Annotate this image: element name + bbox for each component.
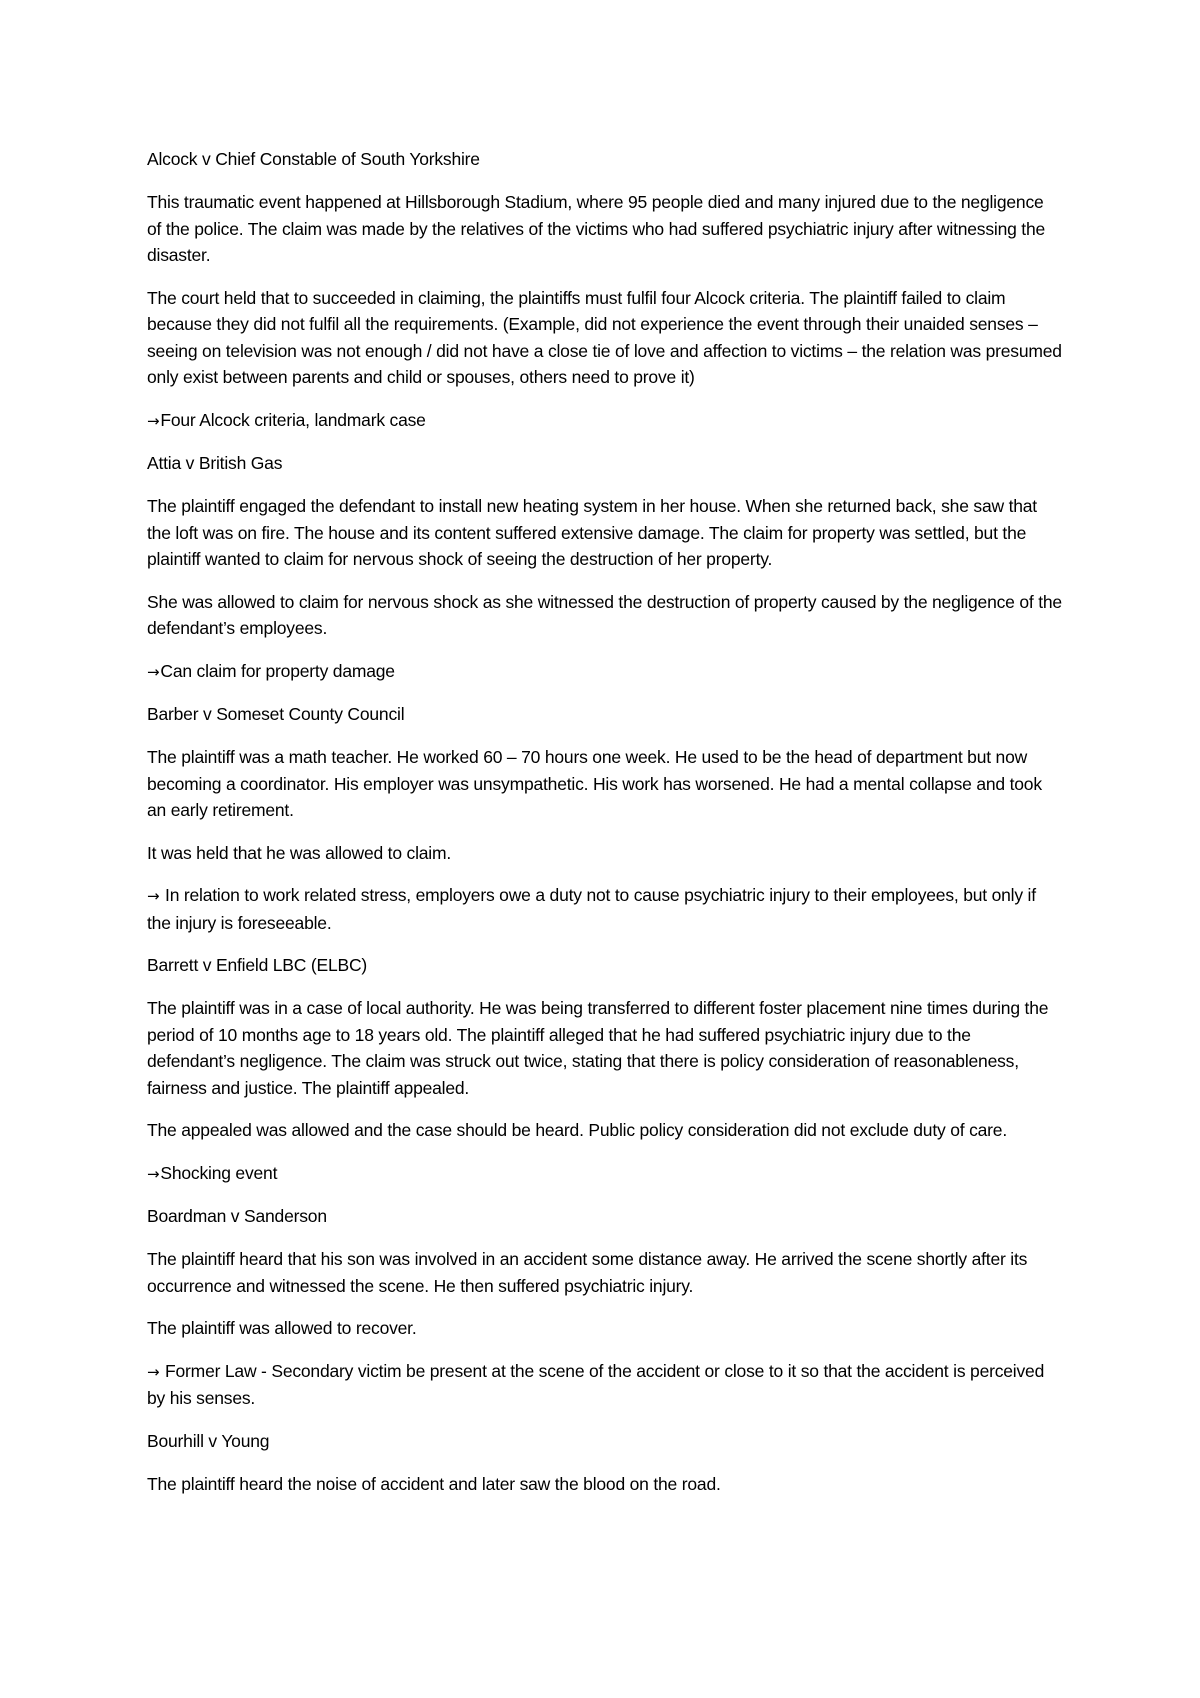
- case-note-text: Four Alcock criteria, landmark case: [160, 409, 426, 430]
- case-paragraph: The plaintiff heard the noise of accident and later saw the blood on the road.: [147, 1473, 721, 1494]
- case-paragraph: The court held that to succeeded in claiming, the plaintiffs must fulfil four Alcock criteria. The plaintiff failed to claim because they did not fulfil all the requirements. (Example, did not experience the event through their unaided senses – seeing on television was not enough / did not have a close tie of love and affection to victims – the relation was presumed only exist between parents and child or spouses, others need to prove it): [147, 287, 1062, 387]
- case-paragraph: She was allowed to claim for nervous shock as she witnessed the destruction of property caused by the negligence of the defendant’s employees.: [147, 591, 1062, 638]
- case-paragraph: The plaintiff engaged the defendant to install new heating system in her house. When she returned back, she saw that the loft was on fire. The house and its content suffered extensive damage. The claim for property was settled, but the plaintiff wanted to claim for nervous shock of seeing the destruction of her property.: [147, 496, 1037, 569]
- case-note: [147, 658, 1062, 686]
- case-section: [147, 1428, 1062, 1498]
- arrow-right-icon: →: [147, 1164, 160, 1183]
- case-note-text: Shocking event: [160, 1162, 278, 1183]
- case-note: [147, 882, 1062, 936]
- arrow-right-icon: →: [147, 662, 160, 681]
- case-paragraph: The plaintiff was in a case of local authority. He was being transferred to different foster placement nine times during the period of 10 months age to 18 years old. The plaintiff alleged that he had suffered psychiatric injury due to the defendant’s negligence. The claim was struck out twice, stating that there is policy consideration of reasonableness, fairness and justice. The plaintiff appealed.: [147, 998, 1049, 1098]
- case-title: Attia v British Gas: [147, 453, 283, 473]
- arrow-right-icon: →: [147, 411, 160, 430]
- case-title: Barber v Someset County Council: [147, 704, 405, 724]
- case-section: [147, 952, 1062, 1187]
- case-paragraph: The plaintiff heard that his son was involved in an accident some distance away. He arrived the scene shortly after its occurrence and witnessed the scene. He then suffered psychiatric injury.: [147, 1249, 1028, 1296]
- case-section: [147, 146, 1062, 434]
- case-section: [147, 450, 1062, 685]
- case-section: [147, 1203, 1062, 1412]
- case-note-text: In relation to work related stress, employers owe a duty not to cause psychiatric injury to their employees, but only if the injury is foreseeable.: [147, 885, 1036, 933]
- case-paragraph: The plaintiff was allowed to recover.: [147, 1318, 417, 1338]
- case-title: Boardman v Sanderson: [147, 1206, 327, 1226]
- case-note-text: Former Law - Secondary victim be present at the scene of the accident or close to it so that the accident is perceived by his senses.: [147, 1360, 1045, 1408]
- case-title: Barrett v Enfield LBC (ELBC): [147, 955, 368, 975]
- case-title: Bourhill v Young: [147, 1430, 270, 1451]
- case-note-text: Can claim for property damage: [160, 660, 395, 681]
- case-note: [147, 1160, 1062, 1188]
- case-paragraph: This traumatic event happened at Hillsborough Stadium, where 95 people died and many injured due to the negligence of the police. The claim was made by the relatives of the victims who had suffered psychiatric injury after witnessing the disaster.: [147, 192, 1046, 265]
- case-note: [147, 407, 1062, 435]
- case-paragraph: The plaintiff was a math teacher. He worked 60 – 70 hours one week. He used to be the head of department but now becoming a coordinator. His employer was unsympathetic. His work has worsened. He had a mental collapse and took an early retirement.: [147, 747, 1042, 820]
- case-paragraph: The appealed was allowed and the case should be heard. Public policy consideration did not exclude duty of care.: [147, 1120, 1007, 1140]
- document-page: [147, 146, 1062, 1513]
- arrow-right-icon: →: [147, 887, 160, 905]
- case-section: [147, 701, 1062, 936]
- case-note: [147, 1358, 1062, 1412]
- arrow-right-icon: →: [147, 1362, 160, 1381]
- case-title: Alcock v Chief Constable of South Yorkshire: [147, 149, 480, 169]
- case-paragraph: It was held that he was allowed to claim.: [147, 842, 452, 863]
